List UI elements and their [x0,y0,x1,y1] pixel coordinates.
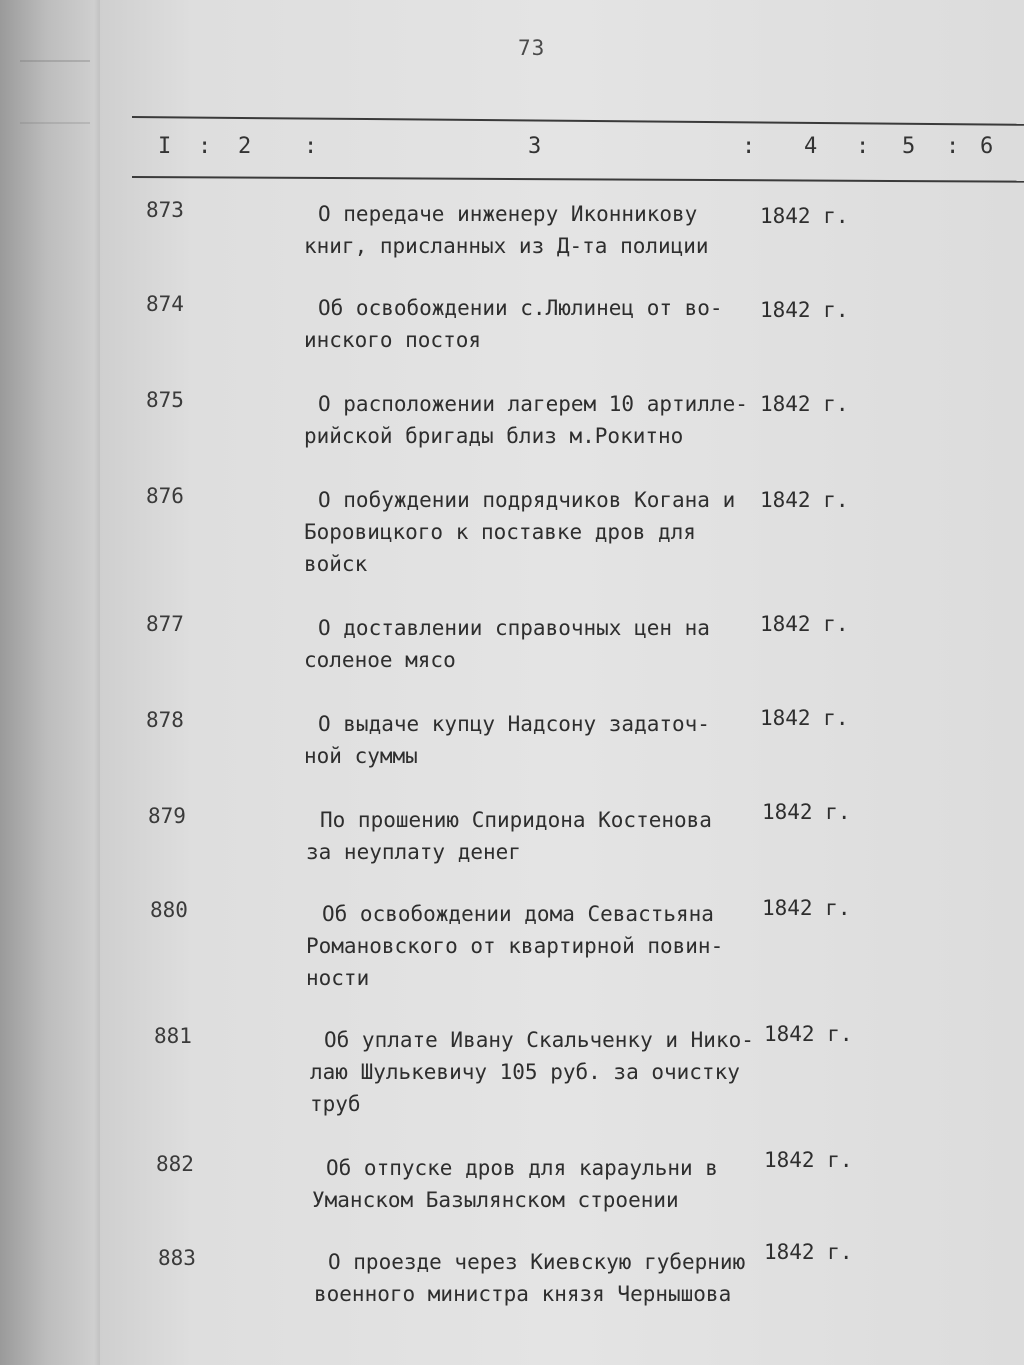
column-separator: : [304,134,318,159]
entry-title: О выдаче купцу Надсону задаточ- ной суммы [304,712,710,768]
header-top-rule [132,116,1024,126]
document-page [100,0,1024,1365]
entry-number: 873 [146,198,184,222]
column-separator: : [856,134,870,159]
entry-number: 875 [146,388,184,412]
column-header-3: 3 [528,134,542,159]
column-header-4: 4 [804,134,818,159]
entry-year: 1842 г. [764,1148,853,1172]
entry-title: Об освобождении с.Люлинец от во- инского постоя [304,296,723,352]
page-number: 73 [518,36,546,60]
entry-title: О расположении лагерем 10 артилле- рийской бригады близ м.Рокитно [304,392,748,448]
entry-title: Об отпуске дров для караульни в Уманском Базылянском строении [312,1156,718,1212]
entry-title: Об освобождении дома Севастьяна Романовского от квартирной повин- ности [306,902,724,990]
entry-number: 874 [146,292,184,316]
entry-year: 1842 г. [762,896,851,920]
entry-year: 1842 г. [760,204,849,228]
column-separator: : [742,134,756,159]
entry-number: 882 [156,1152,194,1176]
entry-title: Об уплате Ивану Скальченку и Нико- лаю Шулькевичу 105 руб. за очистку труб [310,1028,754,1116]
entry-year: 1842 г. [764,1240,853,1264]
entry-number: 879 [148,804,186,828]
entry-year: 1842 г. [760,612,849,636]
column-header-2: 2 [238,134,252,159]
header-bottom-rule [132,176,1024,183]
entry-number: 878 [146,708,184,732]
entry-year: 1842 г. [762,800,851,824]
entry-year: 1842 г. [760,392,849,416]
column-separator: : [946,134,960,159]
entry-year: 1842 г. [760,488,849,512]
facing-page-mark [20,60,90,124]
entry-number: 881 [154,1024,192,1048]
column-header-6: 6 [980,134,994,159]
entry-number: 883 [158,1246,196,1270]
entry-year: 1842 г. [764,1022,853,1046]
entry-title: О доставлении справочных цен на соленое мясо [304,616,710,672]
column-header-1: I [158,134,172,159]
entry-year: 1842 г. [760,298,849,322]
entry-title: О передаче инженеру Иконникову книг, присланных из Д-та полиции [304,202,709,258]
entry-number: 876 [146,484,184,508]
entry-title: По прошению Спиридона Костенова за неуплату денег [306,808,712,864]
entry-title: О побуждении подрядчиков Когана и Боровицкого к поставке дров для войск [304,488,736,576]
entry-number: 880 [150,898,188,922]
entry-title: О проезде через Киевскую губернию военного министра князя Чернышова [314,1250,746,1306]
column-header-5: 5 [902,134,916,159]
entry-number: 877 [146,612,184,636]
column-separator: : [198,134,212,159]
entry-year: 1842 г. [760,706,849,730]
